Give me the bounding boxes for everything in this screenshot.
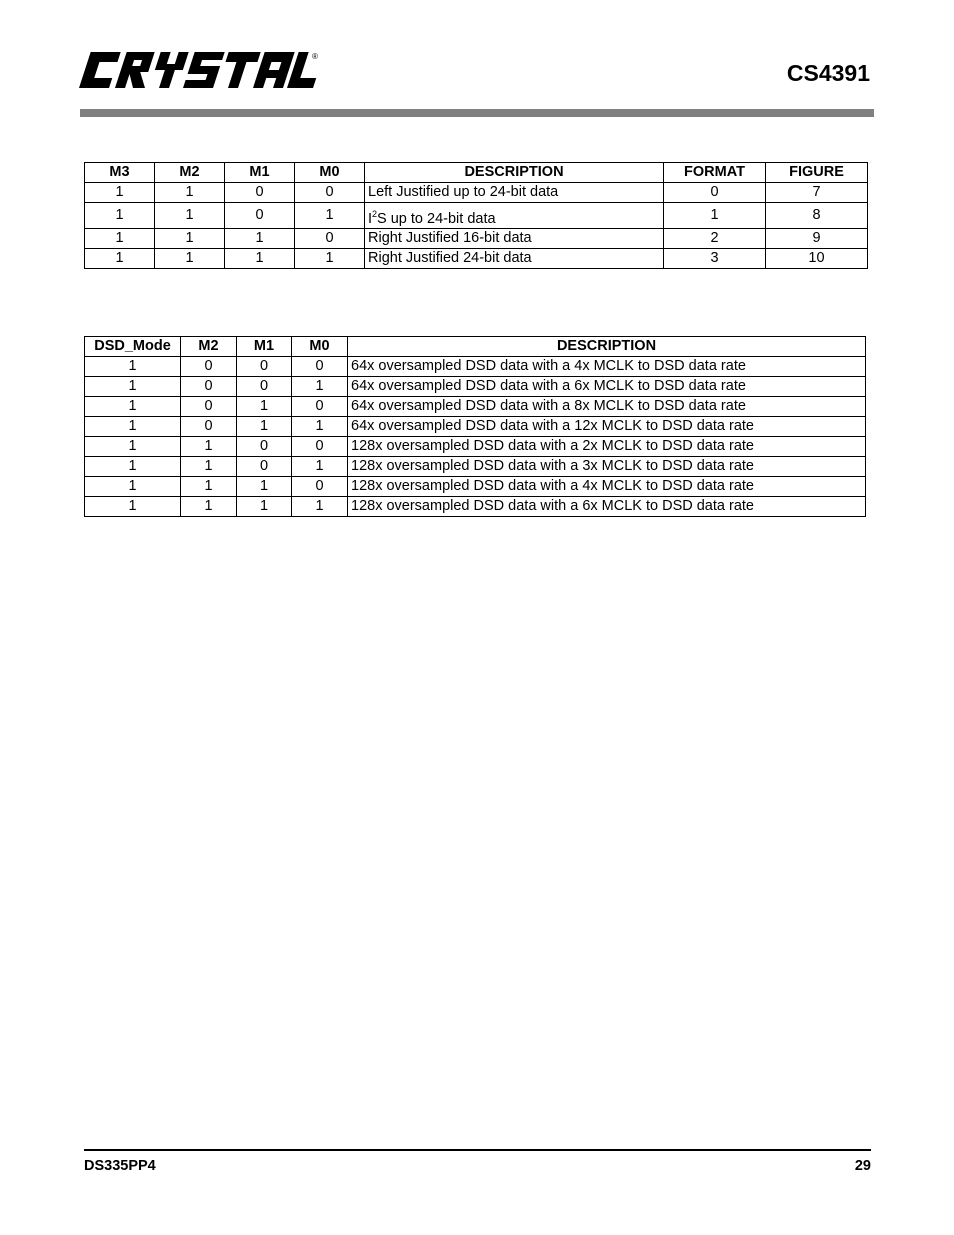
footer-rule — [84, 1149, 871, 1151]
cell-format: 0 — [664, 183, 766, 203]
cell-m2: 0 — [181, 357, 237, 377]
cell-format: 1 — [664, 203, 766, 229]
cell-format: 3 — [664, 249, 766, 269]
cell-description: 128x oversampled DSD data with a 3x MCLK to DSD data rate — [348, 457, 866, 477]
cell-description: 64x oversampled DSD data with a 4x MCLK to DSD data rate — [348, 357, 866, 377]
desc-prefix: I — [368, 211, 373, 227]
cell-m2: 1 — [181, 457, 237, 477]
dsd-table — [84, 336, 866, 517]
cell-dsd-mode: 1 — [85, 417, 181, 437]
cell-description: 128x oversampled DSD data with a 6x MCLK to DSD data rate — [348, 497, 866, 517]
dsd-table-header — [85, 337, 866, 357]
table-row — [85, 183, 868, 203]
col-header-dsd-mode: DSD_Mode — [85, 337, 181, 357]
document-id: DS335PP4 — [84, 1158, 156, 1174]
desc-superscript: 2 — [372, 209, 378, 219]
col-header-m1: M1 — [237, 337, 292, 357]
table-row — [85, 457, 866, 477]
cell-m1: 1 — [225, 229, 295, 249]
crystal-logo — [78, 48, 323, 92]
cell-m1: 0 — [237, 377, 292, 397]
col-header-m0: M0 — [295, 163, 365, 183]
cell-dsd-mode: 1 — [85, 377, 181, 397]
cell-m1: 0 — [237, 437, 292, 457]
cell-m1: 1 — [225, 249, 295, 269]
cell-m0: 1 — [295, 249, 365, 269]
cell-m0: 0 — [295, 183, 365, 203]
cell-m1: 0 — [237, 357, 292, 377]
cell-dsd-mode: 1 — [85, 477, 181, 497]
table-row — [85, 417, 866, 437]
cell-figure: 8 — [766, 203, 868, 229]
desc-text: S up to 24-bit data — [377, 211, 496, 227]
cell-m2: 1 — [155, 203, 225, 229]
cell-m1: 0 — [237, 457, 292, 477]
table-row — [85, 397, 866, 417]
page-number: 29 — [854, 1158, 871, 1174]
table-row — [85, 377, 866, 397]
cell-m1: 0 — [225, 203, 295, 229]
cell-description: 64x oversampled DSD data with a 12x MCLK to DSD data rate — [348, 417, 866, 437]
cell-dsd-mode: 1 — [85, 437, 181, 457]
cell-m0: 0 — [292, 357, 348, 377]
cell-m2: 1 — [181, 497, 237, 517]
cell-m1: 1 — [237, 397, 292, 417]
cell-m2: 0 — [181, 397, 237, 417]
cell-m0: 0 — [292, 477, 348, 497]
cell-m2: 1 — [155, 183, 225, 203]
cell-dsd-mode: 1 — [85, 397, 181, 417]
cell-m3: 1 — [85, 229, 155, 249]
cell-format: 2 — [664, 229, 766, 249]
table-row — [85, 437, 866, 457]
cell-description: Left Justified up to 24-bit data — [365, 183, 664, 203]
cell-figure: 10 — [766, 249, 868, 269]
cell-m0: 1 — [292, 417, 348, 437]
table-row — [85, 249, 868, 269]
cell-dsd-mode: 1 — [85, 497, 181, 517]
cell-m2: 0 — [181, 377, 237, 397]
cell-description: 128x oversampled DSD data with a 2x MCLK to DSD data rate — [348, 437, 866, 457]
col-header-figure: FIGURE — [766, 163, 868, 183]
cell-m0: 0 — [292, 397, 348, 417]
cell-m2: 1 — [181, 437, 237, 457]
cell-figure: 9 — [766, 229, 868, 249]
cell-m2: 1 — [181, 477, 237, 497]
cell-m2: 1 — [155, 249, 225, 269]
cell-m0: 0 — [295, 229, 365, 249]
cell-m3: 1 — [85, 249, 155, 269]
col-header-m3: M3 — [85, 163, 155, 183]
cell-m0: 0 — [292, 437, 348, 457]
col-header-format: FORMAT — [664, 163, 766, 183]
cell-m1: 1 — [237, 477, 292, 497]
cell-description: 64x oversampled DSD data with a 8x MCLK to DSD data rate — [348, 397, 866, 417]
cell-figure: 7 — [766, 183, 868, 203]
cell-description: Right Justified 16-bit data — [365, 229, 664, 249]
cell-m1: 0 — [225, 183, 295, 203]
col-header-m0: M0 — [292, 337, 348, 357]
cell-m0: 1 — [292, 377, 348, 397]
format-table-header — [85, 163, 868, 183]
cell-description: 128x oversampled DSD data with a 4x MCLK to DSD data rate — [348, 477, 866, 497]
cell-m3: 1 — [85, 203, 155, 229]
cell-m0: 1 — [292, 497, 348, 517]
cell-description: Right Justified 24-bit data — [365, 249, 664, 269]
cell-dsd-mode: 1 — [85, 357, 181, 377]
cell-m1: 1 — [237, 497, 292, 517]
table-row — [85, 357, 866, 377]
cell-m3: 1 — [85, 183, 155, 203]
cell-m2: 1 — [155, 229, 225, 249]
format-table — [84, 162, 868, 269]
cell-description — [365, 203, 664, 229]
table-row — [85, 497, 866, 517]
table-row — [85, 203, 868, 229]
col-header-m2: M2 — [155, 163, 225, 183]
cell-m2: 0 — [181, 417, 237, 437]
cell-m0: 1 — [292, 457, 348, 477]
col-header-description: DESCRIPTION — [348, 337, 866, 357]
registered-mark: ® — [312, 52, 318, 61]
cell-m0: 1 — [295, 203, 365, 229]
part-number: CS4391 — [786, 60, 870, 86]
col-header-m1: M1 — [225, 163, 295, 183]
table-row — [85, 229, 868, 249]
cell-m1: 1 — [237, 417, 292, 437]
col-header-m2: M2 — [181, 337, 237, 357]
cell-dsd-mode: 1 — [85, 457, 181, 477]
header-rule — [80, 109, 874, 117]
col-header-description: DESCRIPTION — [365, 163, 664, 183]
table-row — [85, 477, 866, 497]
cell-description: 64x oversampled DSD data with a 6x MCLK to DSD data rate — [348, 377, 866, 397]
